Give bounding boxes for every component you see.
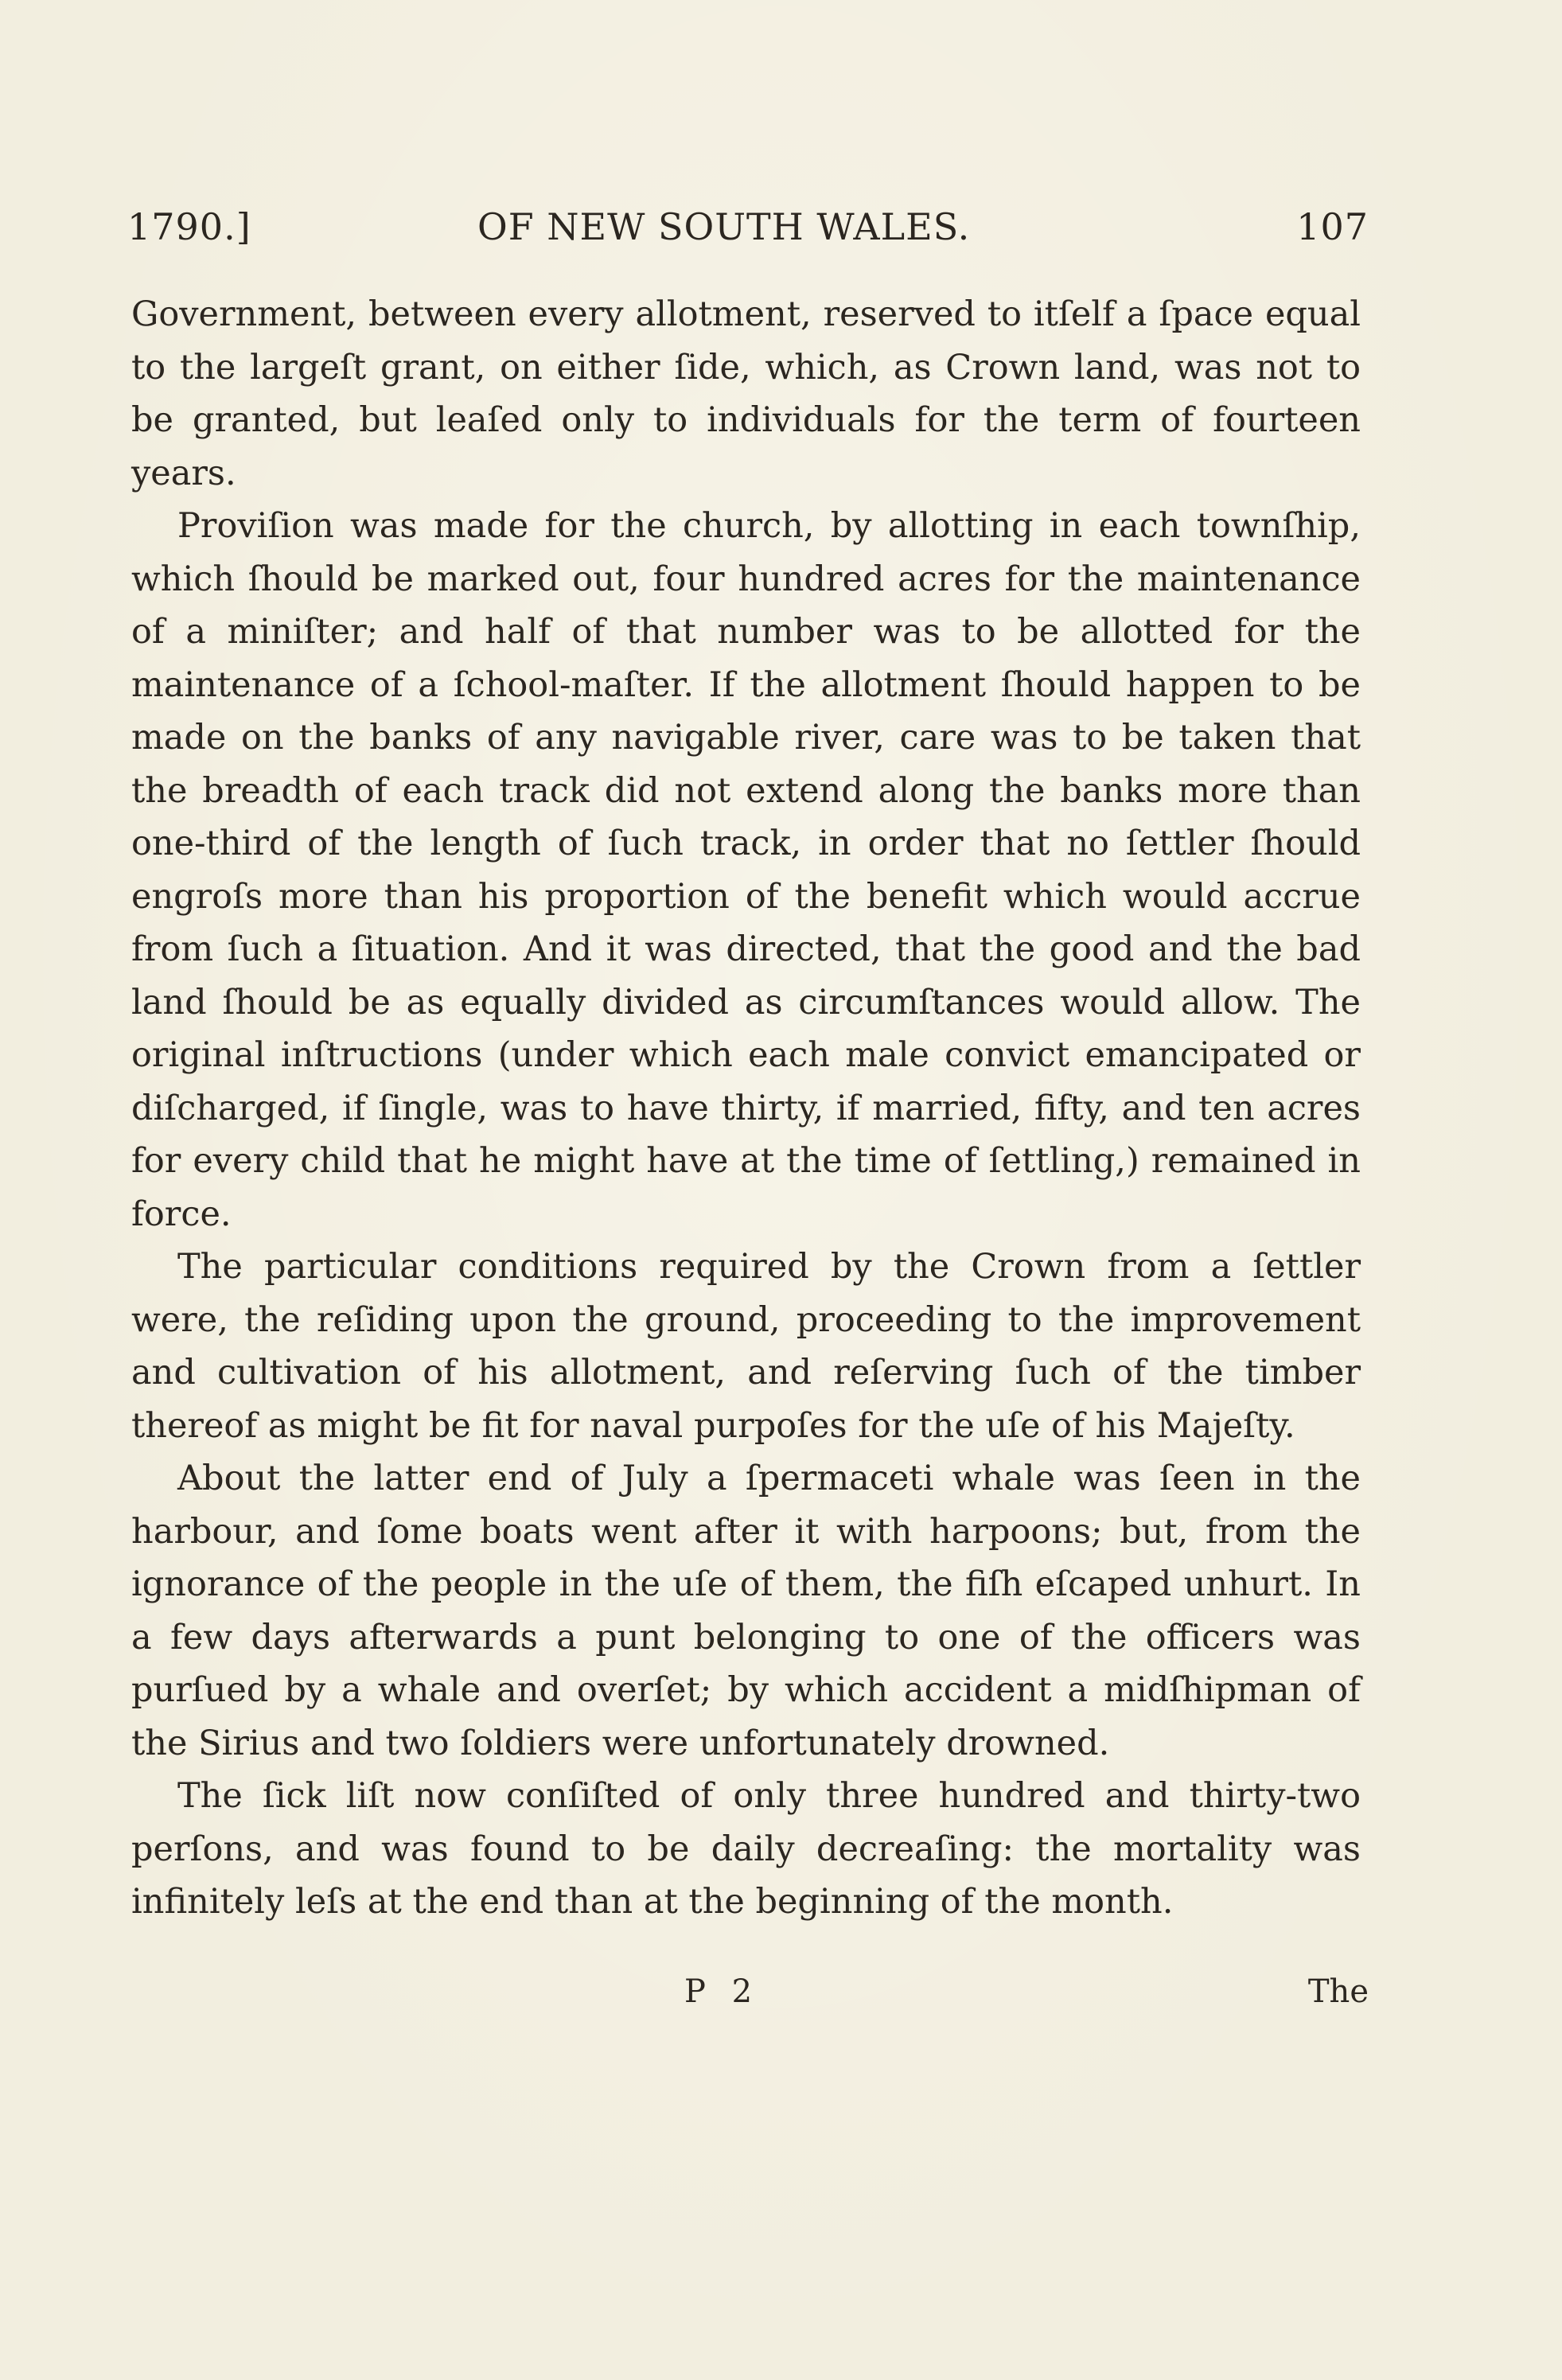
paragraph-4: About the latter end of July a ſpermaceti whale was ſeen in the harbour, and ſome boats went after it with harpoons; but, from the ignorance of the people in the uſe of them, the fiſh eſcaped unhurt. In a few days afterwards a punt belonging to one of the officers was purſued by a whale and overſet; by which accident a midſhipman of the Sirius and two ſoldiers were unfortunately drowned. [131, 1459, 1361, 1763]
page-number: 107 [1296, 205, 1369, 248]
signature-mark: P 2 [684, 1973, 761, 2010]
paragraph-3: The particular conditions required by the Crown from a ſettler were, the reſiding upon the ground, proceeding to the improvement and cultivation of his allotment, and reſerving ſuch of the timber thereof as might be fit for naval purpoſes for the uſe of his Majeſty. [131, 1247, 1361, 1446]
running-head [127, 205, 1369, 261]
paragraph-5: The ſick liſt now conſiſted of only three hundred and thirty-two perſons, and was found to be daily decreaſing: the mortality was infinitely leſs at the end than at the beginning of the month. [131, 1776, 1361, 1922]
body-text [131, 288, 1361, 1929]
paragraph-2: Proviſion was made for the church, by allotting in each townſhip, which ſhould be marked out, four hundred acres for the maintenance of a miniſter; and half of that number was to be allotted for the maintenance of a ſchool-maſter. If the allotment ſhould happen to be made on the banks of any navigable river, care was to be taken that the breadth of each track did not extend along the banks more than one-third of the length of ſuch track, in order that no ſettler ſhould engroſs more than his proportion of the benefit which would accrue from ſuch a ſituation. And it was directed, that the good and the bad land ſhould be as equally divided as circumſtances would allow. The original inſtructions (under which each male convict emancipated or diſcharged, if ſingle, was to have thirty, if married, fifty, and ten acres for every child that he might have at the time of ſettling,) remained in force. [131, 506, 1361, 1234]
paragraph-1: Government, between every allotment, reserved to itſelf a ſpace equal to the largeſt grant, on either ſide, which, as Crown land, was not to be granted, but leaſed only to individuals for the term of fourteen years. [131, 294, 1361, 493]
page-title: OF NEW SOUTH WALES. [477, 205, 971, 248]
catchword: The [1307, 1973, 1369, 2010]
year-label: 1790.] [127, 205, 251, 248]
page-footer [127, 1973, 1369, 2021]
